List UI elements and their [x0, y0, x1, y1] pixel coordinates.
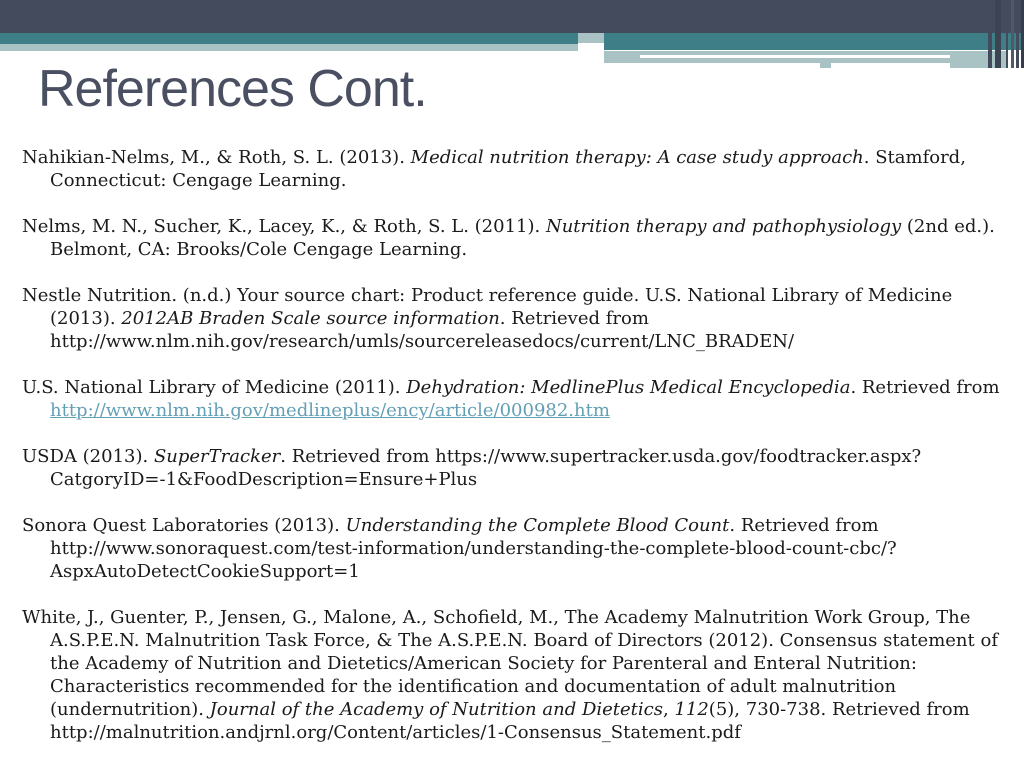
vertical-stripe	[1006, 0, 1008, 68]
references-list	[22, 146, 1006, 767]
reference-text: Nestle Nutrition. (n.d.) Your source chart: Product reference guide. U.S. National Library of Medicine (2013).	[22, 285, 953, 329]
reference-text: . Stamford, Connecticut: Cengage Learning.	[50, 147, 966, 191]
reference-entry	[22, 606, 1006, 744]
corner-stripes-decoration	[986, 0, 1024, 68]
reference-text: (2nd ed.). Belmont, CA: Brooks/Cole Cengage Learning.	[50, 216, 995, 260]
sage-accent-notch	[578, 33, 604, 43]
reference-text: . Retrieved from https://www.supertracker.usda.gov/foodtracker.aspx?CatgoryID=-1&FoodDescription=Ensure+Plus	[50, 446, 922, 490]
reference-entry	[22, 445, 1006, 491]
reference-link[interactable]: http://www.nlm.nih.gov/medlineplus/ency/article/000982.htm	[50, 400, 610, 421]
reference-entry	[22, 215, 1006, 261]
slide-title: References Cont.	[38, 60, 427, 118]
reference-title-italic: Medical nutrition therapy: A case study approach	[410, 147, 864, 168]
vertical-stripe	[988, 0, 992, 68]
sage-step-left	[820, 63, 831, 68]
reference-title-italic: Nutrition therapy and pathophysiology	[545, 216, 902, 237]
teal-accent-stripe	[0, 33, 578, 44]
reference-entry	[22, 284, 1006, 353]
sage-accent-stripe	[0, 44, 578, 51]
white-accent-line	[640, 55, 950, 58]
reference-title-italic: Journal of the Academy of Nutrition and Dietetics	[209, 699, 663, 720]
reference-text: USDA (2013).	[22, 446, 154, 467]
reference-text: . Retrieved from http://www.sonoraquest.com/test-information/understanding-the-complete-blood-count-cbc/?AspxAutoDetectCookieSupport=1	[50, 515, 897, 582]
reference-text: . Retrieved from http://www.nlm.nih.gov/research/umls/sourcereleasedocs/current/LNC_BRADEN/	[50, 308, 795, 352]
reference-text: U.S. National Library of Medicine (2011).	[22, 377, 407, 398]
reference-entry	[22, 514, 1006, 583]
reference-text: Nelms, M. N., Sucher, K., Lacey, K., & Roth, S. L. (2011).	[22, 216, 546, 237]
vertical-stripe	[1016, 0, 1019, 68]
reference-title-italic: Understanding the Complete Blood Count	[345, 515, 730, 536]
reference-title-italic: 112	[674, 699, 709, 720]
reference-title-italic: 2012AB Braden Scale source information	[121, 308, 500, 329]
vertical-stripe	[1011, 0, 1014, 68]
reference-text: Sonora Quest Laboratories (2013).	[22, 515, 346, 536]
reference-text: White, J., Guenter, P., Jensen, G., Malone, A., Schofield, M., The Academy Malnutrition Work Group, The A.S.P.E.N. Malnutrition Task Force, & The A.S.P.E.N. Board of Directors (2012). Consensus statement of the Academy of Nutrition and Dietetics/American Society for Parenteral and Enteral Nutrition: Characteristics recommended for the identification and documentation of adult malnutrition (undernutrition).	[22, 607, 998, 720]
reference-entry	[22, 146, 1006, 192]
reference-text: . Retrieved from	[850, 377, 1000, 398]
reference-text: ,	[662, 699, 675, 720]
reference-title-italic: SuperTracker	[153, 446, 281, 467]
reference-text: Nahikian-Nelms, M., & Roth, S. L. (2013).	[22, 147, 411, 168]
reference-title-italic: Dehydration: MedlinePlus Medical Encyclopedia	[406, 377, 851, 398]
vertical-stripe	[995, 0, 1001, 68]
reference-text: (5), 730-738. Retrieved from http://malnutrition.andjrnl.org/Content/articles/1-Consensus_Statement.pdf	[50, 699, 970, 743]
header-bar	[0, 0, 1024, 33]
reference-entry	[22, 376, 1006, 422]
teal-accent-block-right	[604, 33, 1024, 50]
